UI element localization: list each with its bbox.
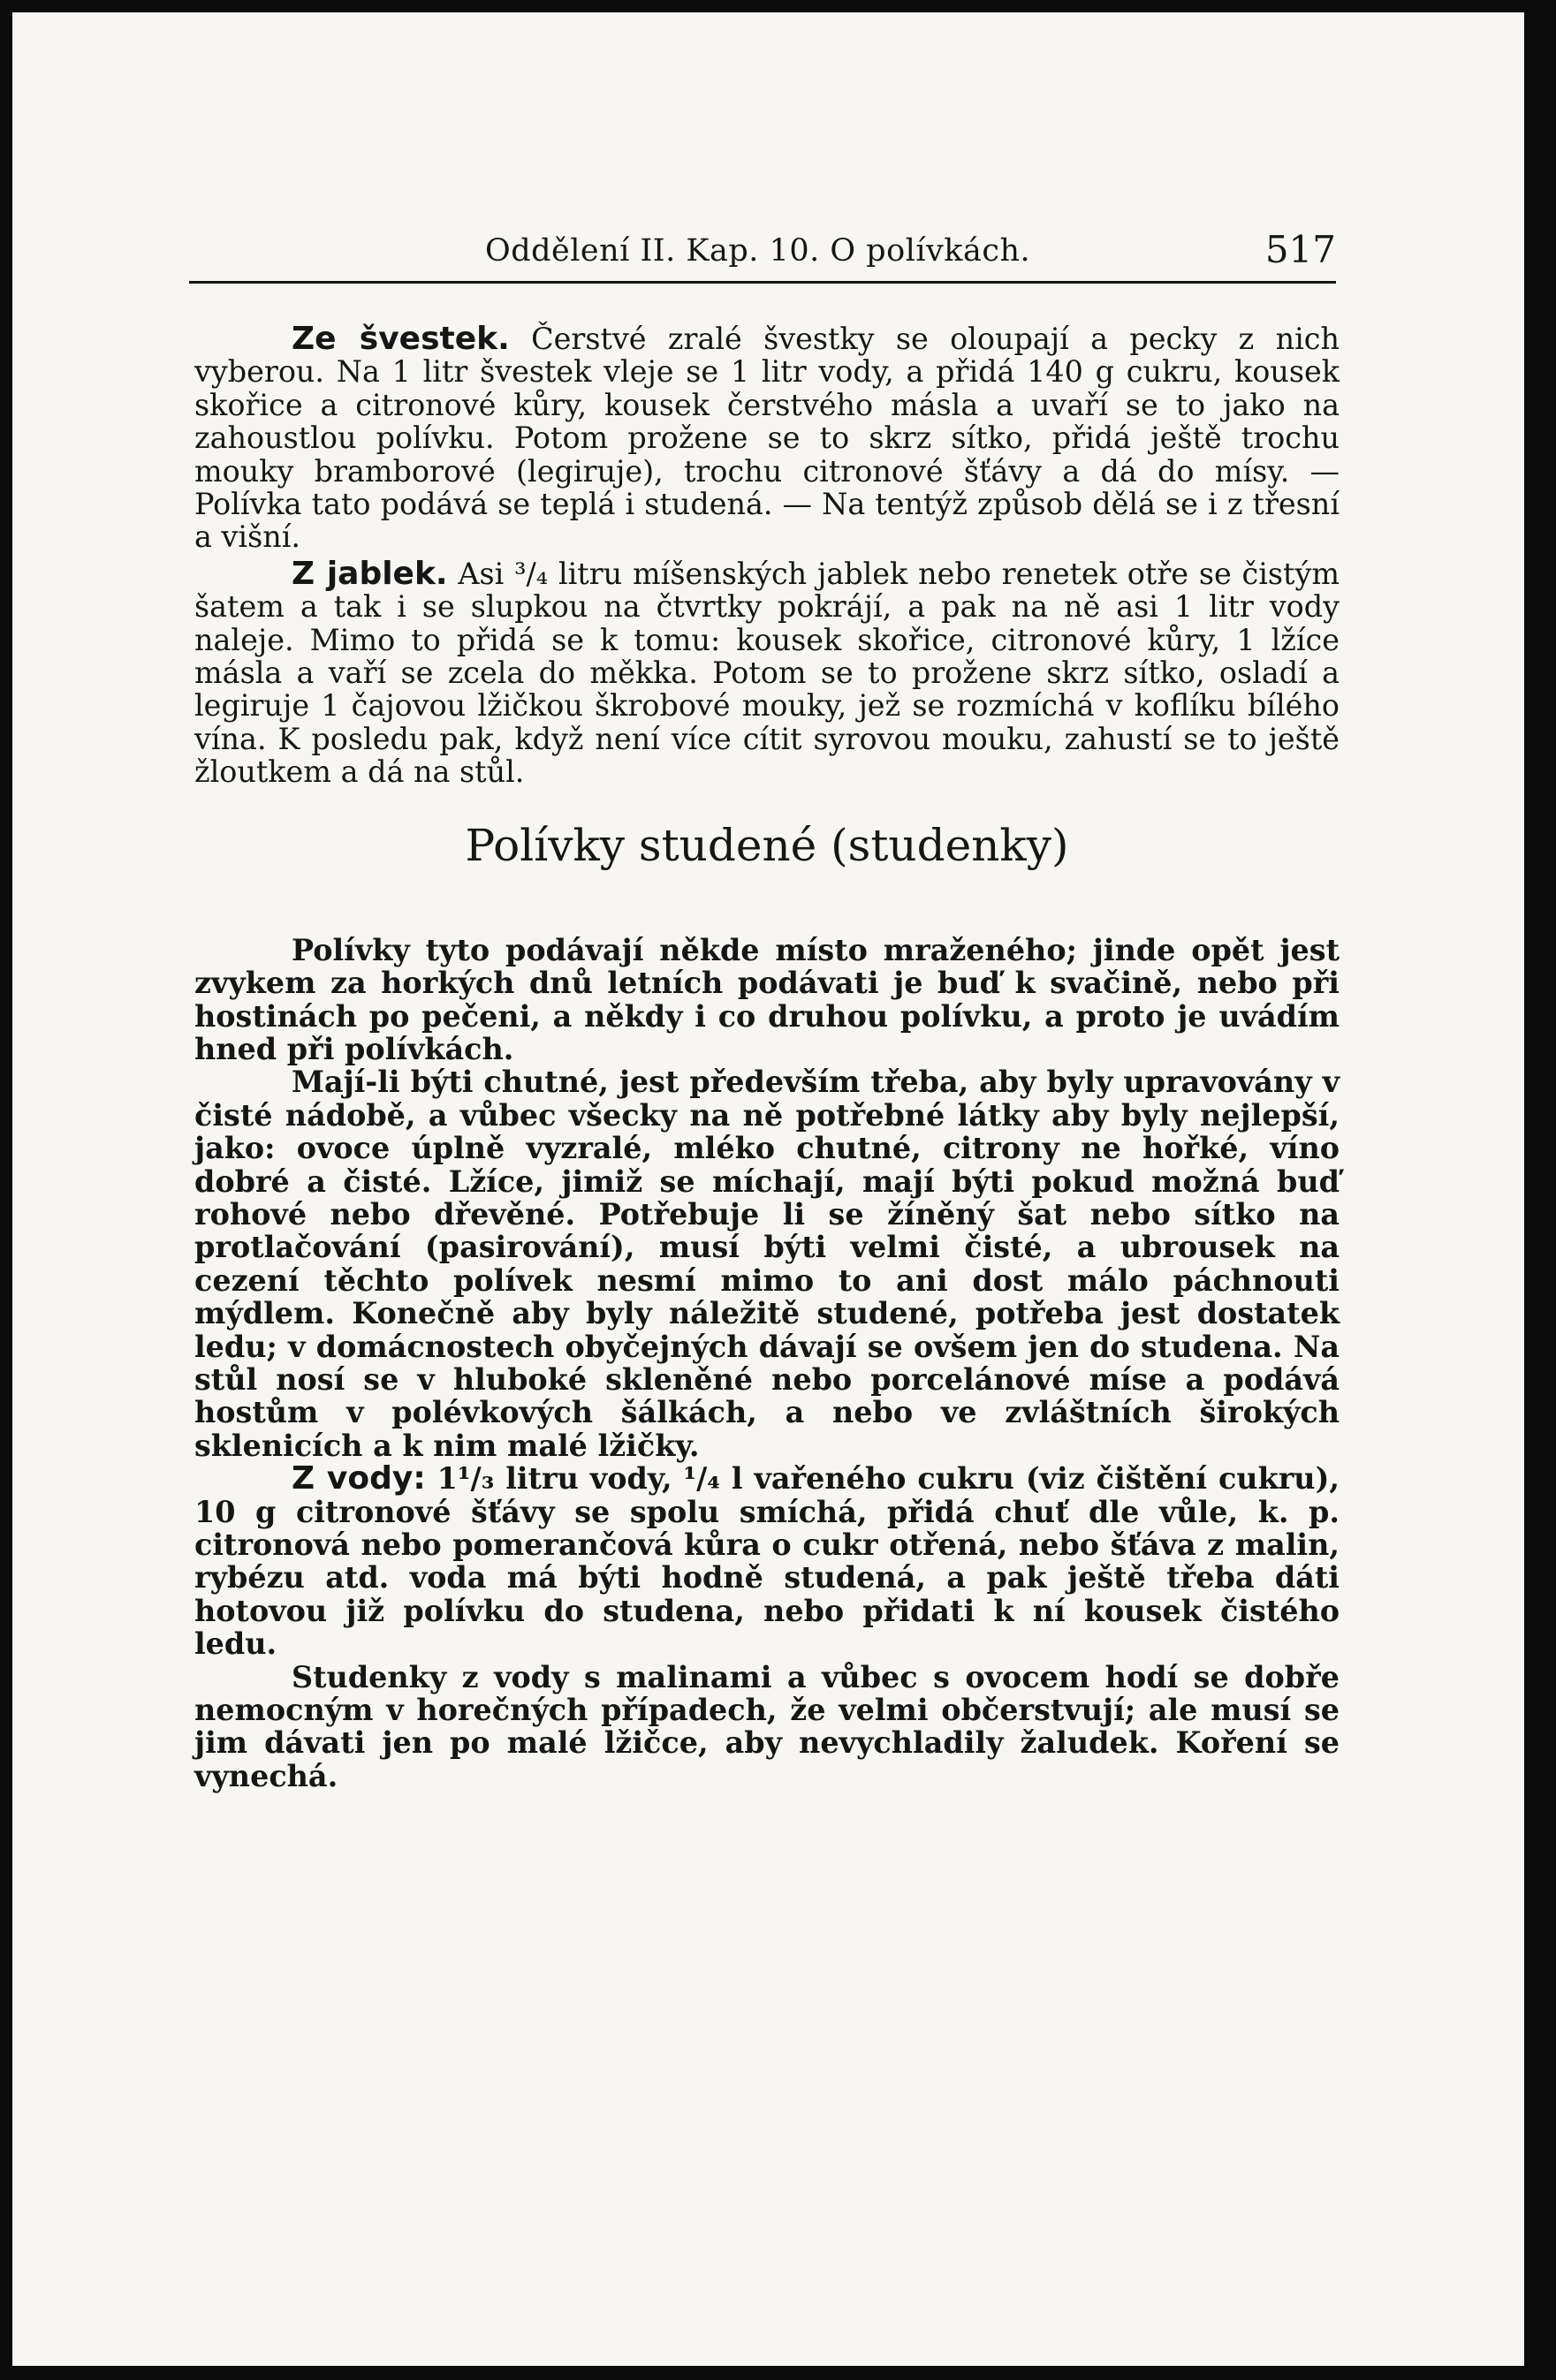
preparation-paragraph: Mají-li býti chutné, jest především třeba, aby byly upravovány v čisté nádobě, a vůbec všecky na ně potřebné látky aby byly nejlepší, jako: ovoce úplně vyzralé, mléko chutné, citrony ne hořké, víno dobré a čisté. Lžíce, jimiž se míchají, mají býti pokud možná buď rohové nebo dřevěné. Potřebuje li se žíněný šat nebo sítko na protlačování (pasirování), musí býti velmi čisté, a ubrousek na cezení těchto polívek nesmí mimo to ani dost málo páchnouti mýdlem. Konečně aby byly náležitě studené, potřeba jest dostatek ledu; v domácnostech obyčejných dávají se ovšem jen do studena. Na stůl nosí se v hluboké skleněné nebo porcelánové míse a podává hostům v polévkových šálkách, a nebo ve zvláštních širokých sklenicích a k nim malé lžičky. <box>194 1065 1340 1463</box>
running-header-title: Oddělení II. Kap. 10. O polívkách. <box>485 233 1031 269</box>
running-header <box>189 226 1336 284</box>
recipe-paragraph-water <box>194 1462 1340 1660</box>
recipe-lead-apples: Z jablek. <box>292 555 448 592</box>
recipe-lead-water: Z vody: <box>292 1460 426 1497</box>
recipe-paragraph-apples <box>194 557 1340 789</box>
closing-paragraph: Studenky z vody s malinami a vůbec s ovocem hodí se dobře nemocným v horečných případech, že velmi občerstvují; ale musí se jim dávati jen po malé lžičce, aby nevychladily žaludek. Koření se vynechá. <box>194 1659 1340 1793</box>
page-number: 517 <box>1264 228 1336 271</box>
recipe-text-apples: Asi ³/₄ litru míšenských jablek nebo renetek otře se čistým šatem a tak i se slupkou na čtvrtky pokrájí, a pak na ně asi 1 litr vody naleje. Mimo to přidá se k tomu: kousek skořice, citronové kůry, 1 lžíce másla a vaří se zcela do měkka. Potom se to prožene skrz sítko, osladí a legiruje 1 čajovou lžičkou škrobové mouky, jež se rozmíchá v koflíku bílého vína. K posledu pak, když není více cítit syrovou mouku, zahustí se to ještě žloutkem a dá na stůl. <box>194 556 1340 790</box>
recipe-lead-plums: Ze švestek. <box>292 321 510 357</box>
section-heading: Polívky studené (studenky) <box>465 819 1069 871</box>
page-body <box>194 322 1340 1793</box>
intro-paragraph: Polívky tyto podávají někde místo mraženého; jinde opět jest zvykem za horkých dnů letních podávati je buď k svačině, nebo při hostinách po pečeni, a někdy i co druhou polívku, a proto je uvádím hned při polívkách. <box>194 932 1340 1066</box>
recipe-text-plums: Čerstvé zralé švestky se oloupají a pecky z nich vyberou. Na 1 litr švestek vleje se 1 litr vody, a přidá 140 g cukru, kousek skořice a citronové kůry, kousek čerstvého másla a uvaří se to jako na zahoustlou polívku. Potom prožene se to skrz sítko, přidá ještě trochu mouky bramborové (legiruje), trochu citronové šťávy a dá do mísy. — Polívka tato podává se teplá i studená. — Na tentýž způsob dělá se i z třesní a višní. <box>194 322 1340 555</box>
book-page <box>12 12 1524 2366</box>
recipe-paragraph-plums <box>194 322 1340 554</box>
recipe-text-water: 1¹/₃ litru vody, ¹/₄ l vařeného cukru (viz čištění cukru), 10 g citronové šťávy se spolu smíchá, přidá chuť dle vůle, k. p. citronová nebo pomerančová kůra o cukr otřená, nebo šťáva z malin, rybézu atd. voda má býti hodně studená, a pak ještě třeba dáti hotovou již polívku do studena, nebo přidati k ní kousek čistého ledu. <box>194 1461 1340 1662</box>
